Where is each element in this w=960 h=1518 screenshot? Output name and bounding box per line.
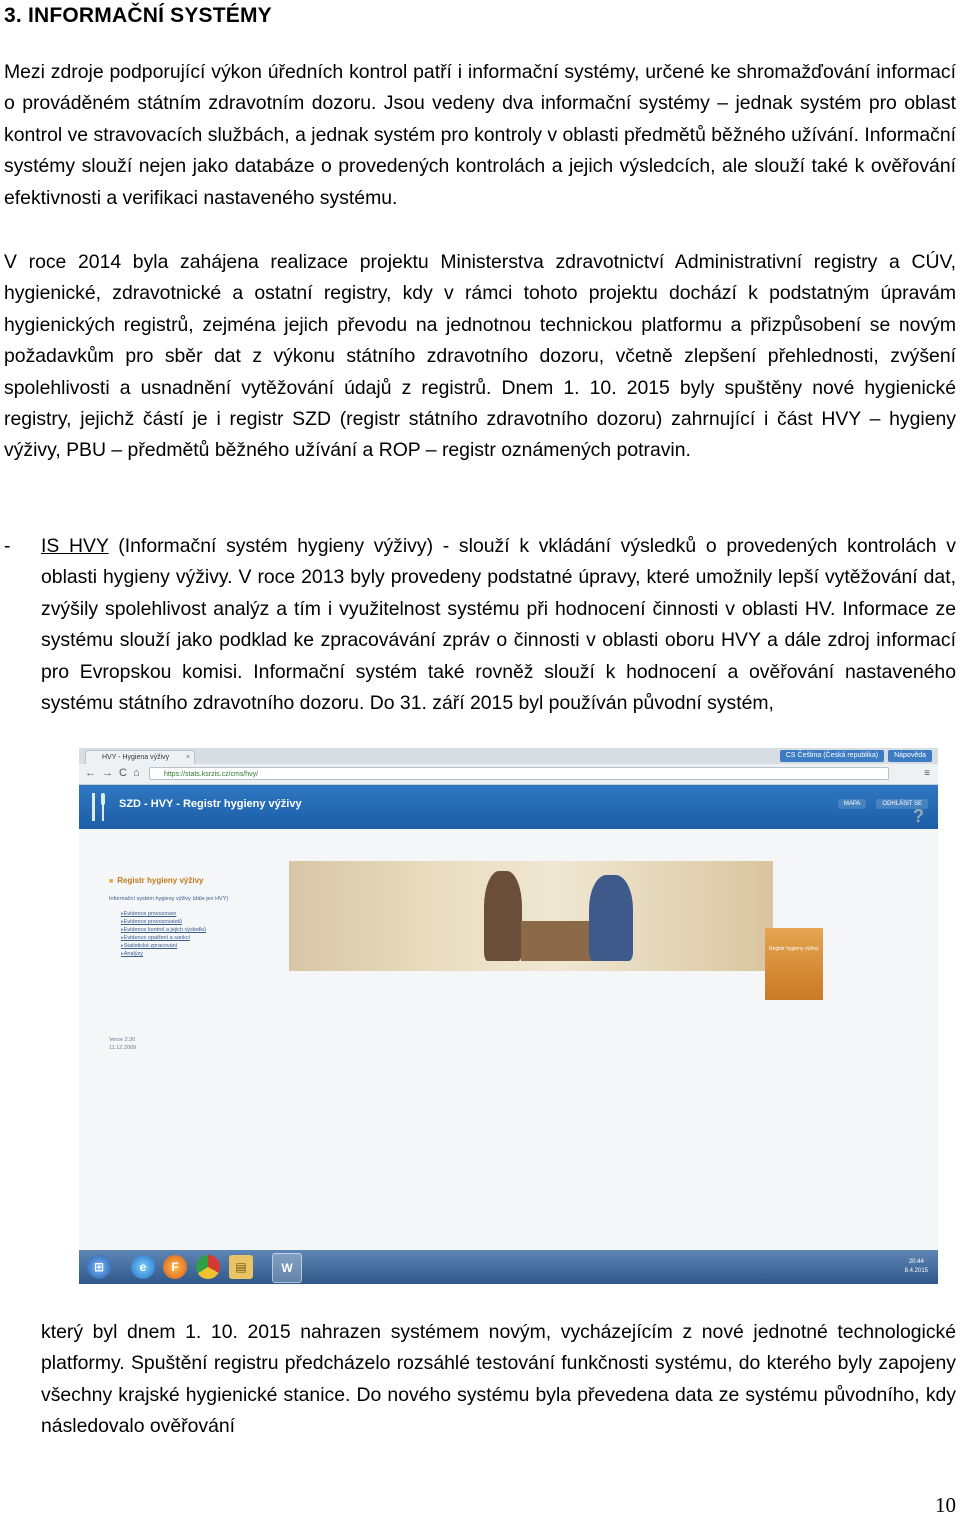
help-icon[interactable]: ? [913, 806, 924, 826]
version-date: 11.12.2009 [109, 1045, 137, 1051]
url-input[interactable]: https://stats.ksrzis.cz/cms/hvy/ [149, 767, 889, 780]
content-description: Informační systém hygieny výživy (dále jen HVY) [109, 896, 229, 902]
paragraph-continuation: který byl dnem 1. 10. 2015 nahrazen systémem novým, vycházejícím z nové jednotné technologické platformy. Spuštění registru předcházelo rozsáhlé testování funkčnosti systému, do kterého byly zapojeny všechny krajské hygienické stanice. Do nového systému byla převedena data ze systému původního, kdy následovalo ověřování [41, 1321, 956, 1438]
link-evidence-kontrol[interactable]: ▸ Evidence kontrol a jejich výsledků [121, 926, 206, 934]
brochure-image [765, 928, 823, 1000]
browser-tab-bar [79, 748, 938, 764]
language-label[interactable]: CS Čeština (Česká republika) [780, 750, 884, 762]
link-statistika[interactable]: ▸ Statistické zpracování [121, 942, 206, 950]
bullet-dash: - [4, 535, 11, 557]
bullet-term: IS HVY [41, 535, 109, 557]
bullet-body: (Informační systém hygieny výživy) - slouží k vkládání výsledků o provedených kontrolách v oblasti hygieny výživy. V roce 2013 byly provedeny podstatné úpravy, které umožnily lepší vytěžování dat, zvýšily spolehlivost analýz a tím i využitelnost systému při hodnocení činnosti v oblasti HV. Informace ze systému slouží jako podklad ke zpracovávání zpráv o činnosti v oblasti oboru HVY a dále zdroj informací pro Evropskou komisi. Informační systém také rovněž slouží k hodnocení a ověřování nastaveného systému státního zdravotního dozoru. Do 31. září 2015 byl používán původní systém, [41, 535, 957, 715]
version-info [109, 1036, 136, 1052]
embedded-browser-screenshot [79, 748, 938, 1284]
link-evidence-provozoven[interactable]: ▸ Evidence provozoven [121, 910, 206, 918]
map-link[interactable]: MAPA [838, 799, 867, 809]
photo-person-left [484, 871, 522, 961]
section-heading: 3. INFORMAČNÍ SYSTÉMY [4, 4, 272, 27]
paragraph-project: V roce 2014 byla zahájena realizace projektu Ministerstva zdravotnictví Administrativní registry a CÚV, hygienické, zdravotnické a ostatní registry, kdy v rámci tohoto projektu dochází k podstatným úpravám hygienických registrů, zejména jejich převodu na jednotnou technickou platformu a přizpůsobení se novým požadavkům pro sběr dat z výkonu státního zdravotního dozoru, včetně zlepšení přehlednosti, zvýšení spolehlivosti a usnadnění vytěžování údajů z registrů. Dnem 1. 10. 2015 byly spuštěny nové hygienické registry, jejichž částí je i registr SZD (registr státního zdravotního dozoru) zahrnující i část HVY – hygieny výživy, PBU – předmětů běžného užívání a ROP – registr oznámených potravin. [4, 251, 956, 462]
fork-knife-icon [89, 791, 109, 823]
word-icon[interactable]: W [272, 1253, 302, 1283]
app-title: SZD - HVY - Registr hygieny výživy [119, 798, 302, 810]
bullet-is-hvy [41, 531, 956, 719]
photo-table [521, 921, 593, 961]
windows-taskbar [79, 1250, 938, 1284]
start-icon[interactable]: ⊞ [87, 1255, 111, 1279]
browser-tab[interactable] [85, 750, 195, 764]
photo-person-right [589, 875, 633, 961]
browser-user-area [780, 750, 932, 762]
registry-link-list [121, 910, 206, 958]
app-header [79, 785, 938, 829]
version-label: Verze 2.30 [109, 1037, 136, 1043]
link-evidence-opatreni[interactable]: ▸ Evidence opatření a sankcí [121, 934, 206, 942]
link-analyzy[interactable]: ▸ Analýzy [121, 950, 206, 958]
help-label[interactable]: Nápověda [888, 750, 932, 762]
nav-buttons-icon[interactable]: ←→C⌂ [85, 767, 146, 779]
page-number: 10 [935, 1493, 956, 1517]
address-bar [79, 764, 938, 785]
firefox-icon[interactable]: F [163, 1255, 187, 1279]
header-photo [289, 861, 773, 971]
clock-date: 8.4.2015 [904, 1268, 928, 1274]
chrome-icon[interactable] [196, 1255, 220, 1279]
internet-explorer-icon[interactable]: e [131, 1255, 155, 1279]
menu-icon[interactable]: ≡ [924, 768, 930, 779]
brochure-text: Registr hygieny výživy [769, 946, 819, 952]
close-icon[interactable]: × [185, 754, 190, 761]
folder-icon[interactable]: ▤ [229, 1255, 253, 1279]
clock-time: 20:44 [908, 1259, 924, 1265]
link-evidence-provozovatelu[interactable]: ▸ Evidence provozovatelů [121, 918, 206, 926]
taskbar-clock [905, 1258, 928, 1276]
content-title: ■ Registr hygieny výživy [109, 876, 204, 885]
paragraph-intro: Mezi zdroje podporující výkon úředních kontrol patří i informační systémy, určené ke shromažďování informací o prováděném státním zdravotním dozoru. Jsou vedeny dva informační systémy – jednak systém pro oblast kontrol ve stravovacích službách, a jednak systém pro kontroly v oblasti předmětů běžného užívání. Informační systémy slouží nejen jako databáze o provedených kontrolách a jejich výsledcích, ale slouží také k ověřování efektivnosti a verifikaci nastaveného systému. [4, 61, 956, 209]
tab-title: HVY - Hygiena výživy [102, 754, 170, 761]
logout-link[interactable]: ODHLÁSIT SE [876, 799, 928, 809]
